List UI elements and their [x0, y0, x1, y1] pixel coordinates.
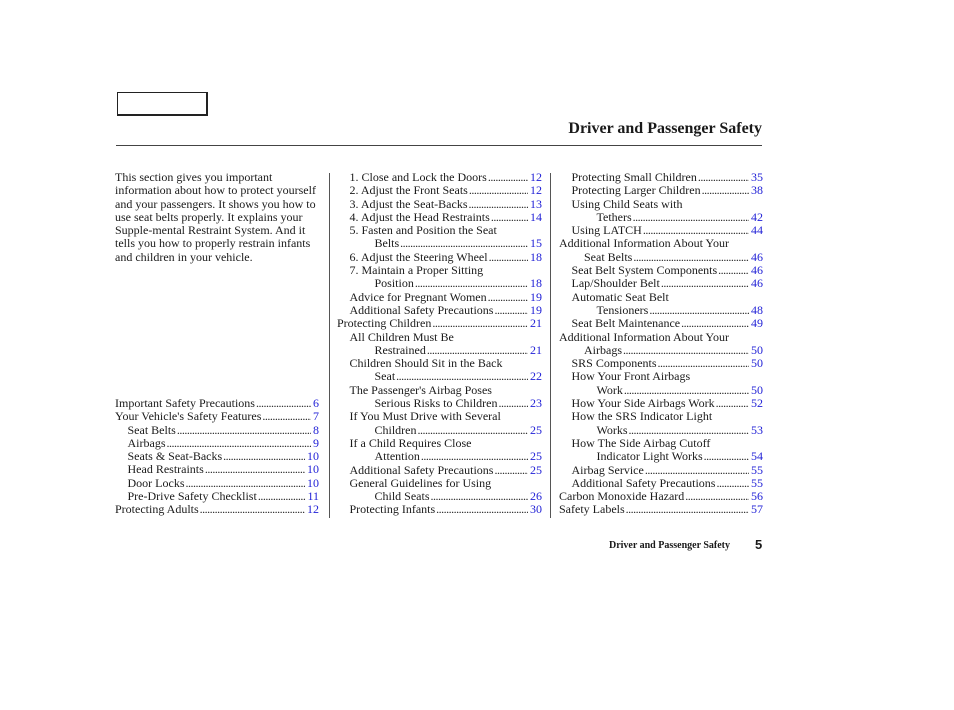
dot-leader	[468, 198, 528, 211]
dot-leader	[643, 224, 749, 237]
toc-page-link[interactable]: 50	[751, 342, 763, 357]
toc-page-link[interactable]: 25	[530, 449, 542, 464]
toc-page-link[interactable]: 57	[751, 502, 763, 517]
toc-entry-title: Seat	[374, 369, 396, 384]
toc-entry-lead: Additional Information About Your	[559, 329, 729, 344]
dot-leader	[415, 277, 528, 290]
toc-entry-title: Attention	[374, 449, 420, 464]
toc-entry[interactable]	[337, 397, 542, 410]
toc-page-link[interactable]: 18	[530, 276, 542, 291]
page-number: 5	[755, 537, 763, 552]
toc-list-2	[337, 171, 542, 517]
toc-entry-title: Children	[374, 422, 417, 437]
toc-entry-title: Works	[596, 422, 628, 437]
toc-entry[interactable]	[559, 251, 763, 264]
toc-page-link[interactable]: 44	[751, 223, 763, 238]
toc-page-link[interactable]: 11	[307, 489, 319, 504]
toc-page-link[interactable]: 9	[313, 435, 319, 450]
toc-page-link[interactable]: 50	[751, 356, 763, 371]
page-title: Driver and Passenger Safety	[568, 120, 762, 137]
toc-entry-lead: All Children Must Be	[349, 329, 454, 344]
toc-entry-title: Serious Risks to Children	[374, 396, 498, 411]
toc-page-link[interactable]: 49	[751, 316, 763, 331]
toc-entry[interactable]	[115, 410, 319, 423]
toc-entry[interactable]	[115, 424, 319, 437]
toc-entry-lead: How the SRS Indicator Light	[571, 409, 713, 424]
column-divider	[329, 173, 330, 518]
toc-entry[interactable]	[337, 370, 542, 383]
column-divider	[550, 173, 551, 518]
toc-entry[interactable]	[337, 304, 542, 317]
dot-leader	[494, 464, 528, 477]
toc-page-link[interactable]: 18	[530, 249, 542, 264]
toc-page-link[interactable]: 12	[307, 502, 319, 517]
toc-entry-title: Additional Safety Precautions	[571, 475, 716, 490]
dot-leader	[418, 424, 529, 437]
dot-leader	[223, 450, 305, 463]
toc-page-link[interactable]: 21	[530, 342, 542, 357]
toc-entry[interactable]	[337, 464, 542, 477]
toc-entry[interactable]	[337, 344, 542, 357]
toc-entry[interactable]	[559, 384, 763, 397]
dot-leader	[400, 237, 528, 250]
dot-leader	[633, 211, 749, 224]
intro-text: This section gives you important information about how to protect yourself and your passengers. It shows you how to use seat belts properly. It explains your Supple-mental Restraint System. And it tells you how to properly restrain infants and children in your vehicle.	[115, 170, 316, 264]
toc-entry[interactable]	[337, 171, 542, 184]
toc-entry[interactable]	[115, 450, 319, 463]
toc-entry[interactable]	[337, 424, 542, 437]
toc-entry-title: SRS Components	[571, 356, 657, 371]
toc-page-link[interactable]: 14	[530, 209, 542, 224]
toc-entry-lead: How Your Front Airbags	[571, 369, 691, 384]
toc-entry[interactable]	[337, 503, 542, 516]
toc-page-link[interactable]: 12	[530, 170, 542, 184]
toc-entry[interactable]	[559, 317, 763, 330]
toc-entry[interactable]	[559, 357, 763, 370]
toc-entry-title: Seats & Seat-Backs	[127, 449, 223, 464]
toc-entry-title: 6. Adjust the Steering Wheel	[349, 249, 488, 264]
toc-entry-title: 1. Close and Lock the Doors	[349, 170, 487, 184]
toc-entry-title: Protecting Adults	[115, 502, 199, 517]
toc-entry-lead: 5. Fasten and Position the Seat	[349, 223, 497, 238]
toc-entry-lead: Additional Information About Your	[559, 236, 729, 251]
toc-page-link[interactable]: 19	[530, 302, 542, 317]
dot-leader	[491, 211, 528, 224]
toc-page-link[interactable]: 22	[530, 369, 542, 384]
toc-page-link[interactable]: 35	[751, 170, 763, 184]
toc-entry-lead: General Guidelines for Using	[349, 475, 492, 490]
dot-leader	[681, 317, 749, 330]
toc-entry-lead: Using Child Seats with	[571, 196, 683, 211]
toc-entry-title: 2. Adjust the Front Seats	[349, 183, 468, 198]
toc-entry[interactable]	[115, 397, 319, 410]
toc-entry-lead: 7. Maintain a Proper Sitting	[349, 263, 484, 278]
dot-leader	[262, 410, 311, 423]
toc-page-link[interactable]: 10	[307, 475, 319, 490]
toc-entry-title: Protecting Larger Children	[571, 183, 701, 198]
dot-leader	[645, 464, 749, 477]
toc-entry-lead: If a Child Requires Close	[349, 435, 472, 450]
toc-entry-title: Safety Labels	[559, 502, 625, 517]
dot-leader	[624, 384, 749, 397]
toc-page-link[interactable]: 46	[751, 276, 763, 291]
toc-entry[interactable]	[559, 397, 763, 410]
dot-leader	[704, 450, 749, 463]
dot-leader	[698, 171, 749, 184]
toc-page-link[interactable]: 55	[751, 462, 763, 477]
toc-entry[interactable]	[559, 211, 763, 224]
toc-page-link[interactable]: 54	[751, 449, 763, 464]
toc-page-link[interactable]: 10	[307, 462, 319, 477]
dot-leader	[718, 264, 749, 277]
toc-entry[interactable]	[115, 463, 319, 476]
toc-entry-title: Tensioners	[596, 302, 649, 317]
toc-entry-title: Carbon Monoxide Hazard	[559, 489, 685, 504]
toc-page-link[interactable]: 46	[751, 249, 763, 264]
toc-entry-title: Door Locks	[127, 475, 185, 490]
dot-leader	[488, 171, 528, 184]
dot-leader	[205, 463, 305, 476]
toc-entry-title: Belts	[374, 236, 400, 251]
toc-page-link[interactable]: 53	[751, 422, 763, 437]
dot-leader	[658, 357, 749, 370]
intro-column	[115, 170, 323, 517]
toc-entry-title: Protecting Infants	[349, 502, 436, 517]
toc-entry-title: Seat Belts	[584, 249, 633, 264]
toc-entry-title: Child Seats	[374, 489, 430, 504]
toc-page-link[interactable]: 10	[307, 449, 319, 464]
toc-entry-title: Your Vehicle's Safety Features	[115, 409, 262, 424]
toc-page-link[interactable]: 56	[751, 489, 763, 504]
dot-leader	[167, 437, 312, 450]
dot-leader	[649, 304, 749, 317]
toc-entry[interactable]	[559, 464, 763, 477]
toc-page-link[interactable]: 48	[751, 302, 763, 317]
dot-leader	[186, 477, 306, 490]
toc-entry[interactable]	[115, 490, 319, 503]
toc-entry-title: Airbags	[584, 342, 622, 357]
toc-entry[interactable]	[559, 224, 763, 237]
toc-entry-lead: How The Side Airbag Cutoff	[571, 435, 711, 450]
toc-page-link[interactable]: 7	[313, 409, 319, 424]
toc-entry[interactable]	[337, 291, 542, 304]
toc-page-link[interactable]: 19	[530, 289, 542, 304]
toc-entry-title: How Your Side Airbags Work	[571, 396, 715, 411]
dot-leader	[685, 490, 749, 503]
toc-entry[interactable]	[337, 277, 542, 290]
toc-list-1	[115, 397, 319, 517]
toc-page-link[interactable]: 12	[530, 183, 542, 198]
toc-entry-title: Protecting Small Children	[571, 170, 697, 184]
toc-entry-lead: Children Should Sit in the Back	[349, 356, 503, 371]
dot-leader	[469, 184, 528, 197]
toc-list-3	[559, 171, 763, 517]
toc-entry[interactable]	[559, 450, 763, 463]
toc-entry-title: Restrained	[374, 342, 426, 357]
dot-leader	[432, 317, 528, 330]
dot-leader	[177, 424, 311, 437]
toc-entry-title: 3. Adjust the Seat-Backs	[349, 196, 468, 211]
toc-entry-title: Lap/Shoulder Belt	[571, 276, 660, 291]
dot-leader	[661, 277, 749, 290]
toc-entry-title: Seat Belt System Components	[571, 263, 718, 278]
toc-entry[interactable]	[337, 198, 542, 211]
dot-leader	[427, 344, 528, 357]
toc-page-link[interactable]: 25	[530, 422, 542, 437]
dot-leader	[436, 503, 528, 516]
toc-page-link[interactable]: 26	[530, 489, 542, 504]
toc-entry[interactable]	[559, 304, 763, 317]
toc-entry-title: Seat Belt Maintenance	[571, 316, 681, 331]
toc-page-link[interactable]: 13	[530, 196, 542, 211]
toc-entry-title: Additional Safety Precautions	[349, 462, 494, 477]
dot-leader	[716, 477, 749, 490]
toc-page-link[interactable]: 21	[530, 316, 542, 331]
toc-page-link[interactable]: 50	[751, 382, 763, 397]
toc-entry[interactable]	[559, 424, 763, 437]
toc-entry[interactable]	[559, 277, 763, 290]
toc-entry[interactable]	[559, 184, 763, 197]
toc-page-link[interactable]: 8	[313, 422, 319, 437]
dot-leader	[494, 304, 528, 317]
toc-entry-title: Position	[374, 276, 414, 291]
dot-leader	[629, 424, 749, 437]
toc-entry-title: Seat Belts	[127, 422, 176, 437]
toc-entry-title: Indicator Light Works	[596, 449, 703, 464]
toc-entry[interactable]	[337, 211, 542, 224]
toc-entry[interactable]	[559, 503, 763, 516]
toc-entry-lead: If You Must Drive with Several	[349, 409, 501, 424]
toc-entry[interactable]	[337, 184, 542, 197]
dot-leader	[633, 251, 749, 264]
title-rule	[116, 145, 762, 146]
toc-page-link[interactable]: 30	[530, 502, 542, 517]
toc-page-link[interactable]: 25	[530, 462, 542, 477]
toc-entry-title: Tethers	[596, 209, 632, 224]
toc-page-link[interactable]: 55	[751, 475, 763, 490]
dot-leader	[488, 291, 528, 304]
toc-entry-title: Additional Safety Precautions	[349, 302, 494, 317]
dot-leader	[623, 344, 749, 357]
toc-entry[interactable]	[559, 490, 763, 503]
dot-leader	[396, 370, 528, 383]
toc-entry-title: Airbags	[127, 435, 166, 450]
footer-title: Driver and Passenger Safety	[608, 540, 730, 551]
toc-page-link[interactable]: 46	[751, 263, 763, 278]
dot-leader	[499, 397, 528, 410]
toc-entry-title: Important Safety Precautions	[115, 396, 255, 410]
toc-entry[interactable]	[337, 490, 542, 503]
toc-entry-title: Head Restraints	[127, 462, 204, 477]
toc-page-link[interactable]: 42	[751, 209, 763, 224]
toc-entry[interactable]	[337, 317, 542, 330]
toc-entry[interactable]	[337, 251, 542, 264]
dot-leader	[200, 503, 305, 516]
dot-leader	[421, 450, 528, 463]
toc-entry[interactable]	[559, 344, 763, 357]
toc-page-link[interactable]: 6	[313, 396, 319, 410]
dot-leader	[431, 490, 528, 503]
toc-entry[interactable]	[337, 237, 542, 250]
dot-leader	[626, 503, 749, 516]
dot-leader	[702, 184, 749, 197]
toc-page-link[interactable]: 23	[530, 396, 542, 411]
toc-entry-lead: The Passenger's Airbag Poses	[349, 382, 492, 397]
toc-entry[interactable]	[115, 437, 319, 450]
toc-entry[interactable]	[559, 264, 763, 277]
dot-leader	[256, 397, 311, 410]
toc-entry[interactable]	[115, 477, 319, 490]
toc-entry[interactable]	[337, 450, 542, 463]
toc-entry-title: 4. Adjust the Head Restraints	[349, 209, 490, 224]
toc-entry[interactable]	[559, 477, 763, 490]
toc-entry-title: Advice for Pregnant Women	[349, 289, 487, 304]
toc-entry[interactable]	[559, 171, 763, 184]
toc-entry-title: Work	[596, 382, 623, 397]
toc-page-link[interactable]: 38	[751, 183, 763, 198]
toc-entry-title: Airbag Service	[571, 462, 644, 477]
toc-entry-title: Protecting Children	[337, 316, 432, 331]
nav-box[interactable]	[117, 92, 208, 116]
toc-entry-lead: Automatic Seat Belt	[571, 289, 669, 304]
dot-leader	[258, 490, 306, 503]
dot-leader	[489, 251, 528, 264]
toc-page-link[interactable]: 15	[530, 236, 542, 251]
dot-leader	[716, 397, 749, 410]
toc-page-link[interactable]: 52	[751, 396, 763, 411]
toc-entry[interactable]	[115, 503, 319, 516]
toc-entry-title: Pre-Drive Safety Checklist	[127, 489, 257, 504]
toc-entry-title: Using LATCH	[571, 223, 642, 238]
